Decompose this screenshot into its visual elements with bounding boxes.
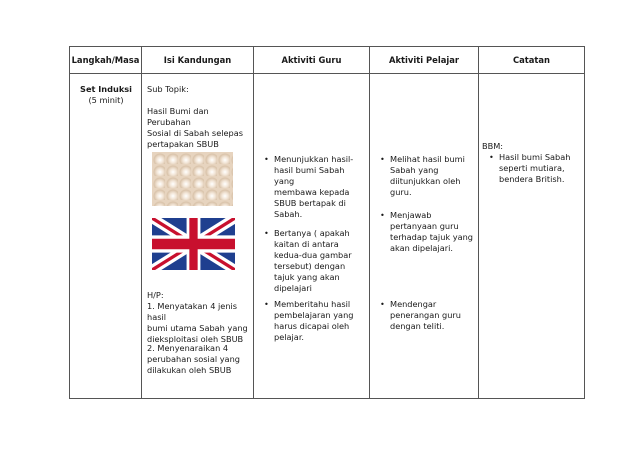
hp-line: 2. Menyenaraikan 4 (147, 343, 229, 353)
bullet-icon: • (489, 152, 494, 162)
header-isi: Isi Kandungan (142, 47, 254, 74)
line: pertanyaan guru (390, 221, 459, 231)
line: tajuk yang akan (274, 272, 340, 282)
table-header-row (70, 47, 585, 74)
list-item (262, 228, 366, 294)
hp-line: dilakukan oleh SBUB (147, 365, 232, 375)
step-duration: (5 minit) (88, 95, 124, 105)
bullet-icon: • (380, 210, 385, 220)
line: diitunjukkan oleh (390, 176, 461, 186)
line: penerangan guru (390, 310, 461, 320)
line: dengan teliti. (390, 321, 445, 331)
pearls-image (152, 152, 233, 206)
line: bendera British. (499, 174, 565, 184)
table-row (70, 74, 585, 399)
line: pelajar. (274, 332, 305, 342)
line: Bertanya ( apakah (274, 228, 350, 238)
bullet-icon: • (380, 299, 385, 309)
line: tersebut) dengan (274, 261, 346, 271)
header-langkah: Langkah/Masa (70, 47, 142, 74)
list-item (487, 152, 583, 185)
subtopik-text (147, 106, 253, 150)
guru-list-b (262, 299, 366, 351)
hp-line: bumi utama Sabah yang (147, 323, 248, 333)
pelajar-list-a (378, 154, 476, 262)
line: seperti mutiara, (499, 163, 565, 173)
cell-catatan (479, 74, 585, 399)
guru-list-a (262, 154, 366, 302)
line: terhadap tajuk yang (390, 232, 473, 242)
line: kaitan di antara (274, 239, 339, 249)
header-guru: Aktiviti Guru (254, 47, 370, 74)
lesson-plan-table (69, 46, 585, 399)
line: hasil bumi Sabah yang (274, 165, 345, 186)
catatan-list (487, 152, 583, 193)
line: Sabah. (274, 209, 303, 219)
line: Memberitahu hasil (274, 299, 351, 309)
cell-aktiviti-guru (254, 74, 370, 399)
hp-item-1 (147, 301, 253, 345)
bbm-label: BBM: (482, 141, 504, 151)
union-jack-flag (152, 218, 235, 270)
line: akan dipelajari. (390, 243, 453, 253)
bullet-icon: • (264, 154, 269, 164)
line: kedua-dua gambar (274, 250, 352, 260)
list-item (378, 299, 476, 332)
bullet-icon: • (380, 154, 385, 164)
list-item (378, 154, 476, 198)
list-item (378, 210, 476, 254)
pelajar-list-b (378, 299, 476, 340)
header-catatan: Catatan (479, 47, 585, 74)
subtopik-label: Sub Topik: (147, 84, 189, 94)
line: Menjawab (390, 210, 432, 220)
subtopik-line: Sosial di Sabah selepas (147, 128, 244, 138)
hp-line: perubahan sosial yang (147, 354, 240, 364)
list-item (262, 299, 366, 343)
subtopik-line: pertapakan SBUB (147, 139, 219, 149)
list-item (262, 154, 366, 220)
subtopik-line: Hasil Bumi dan Perubahan (147, 106, 209, 127)
line: guru. (390, 187, 412, 197)
line: Melihat hasil bumi (390, 154, 465, 164)
line: harus dicapai oleh (274, 321, 350, 331)
cell-langkah (70, 74, 142, 399)
bullet-icon: • (264, 228, 269, 238)
bullet-icon: • (264, 299, 269, 309)
line: dipelajari (274, 283, 312, 293)
cell-aktiviti-pelajar (370, 74, 479, 399)
line: SBUB bertapak di (274, 198, 346, 208)
cell-isi-kandungan (142, 74, 254, 399)
line: pembelajaran yang (274, 310, 354, 320)
line: Sabah yang (390, 165, 439, 175)
line: Hasil bumi Sabah (499, 152, 571, 162)
hp-line: dieksploitasi oleh SBUB (147, 334, 244, 344)
step-title: Set Induksi (80, 84, 132, 94)
line: Mendengar (390, 299, 437, 309)
hp-label: H/P: (147, 290, 164, 300)
line: membawa kepada (274, 187, 350, 197)
line: Menunjukkan hasil- (274, 154, 354, 164)
hp-line: 1. Menyatakan 4 jenis hasil (147, 301, 238, 322)
header-pelajar: Aktiviti Pelajar (370, 47, 479, 74)
hp-item-2 (147, 343, 240, 376)
